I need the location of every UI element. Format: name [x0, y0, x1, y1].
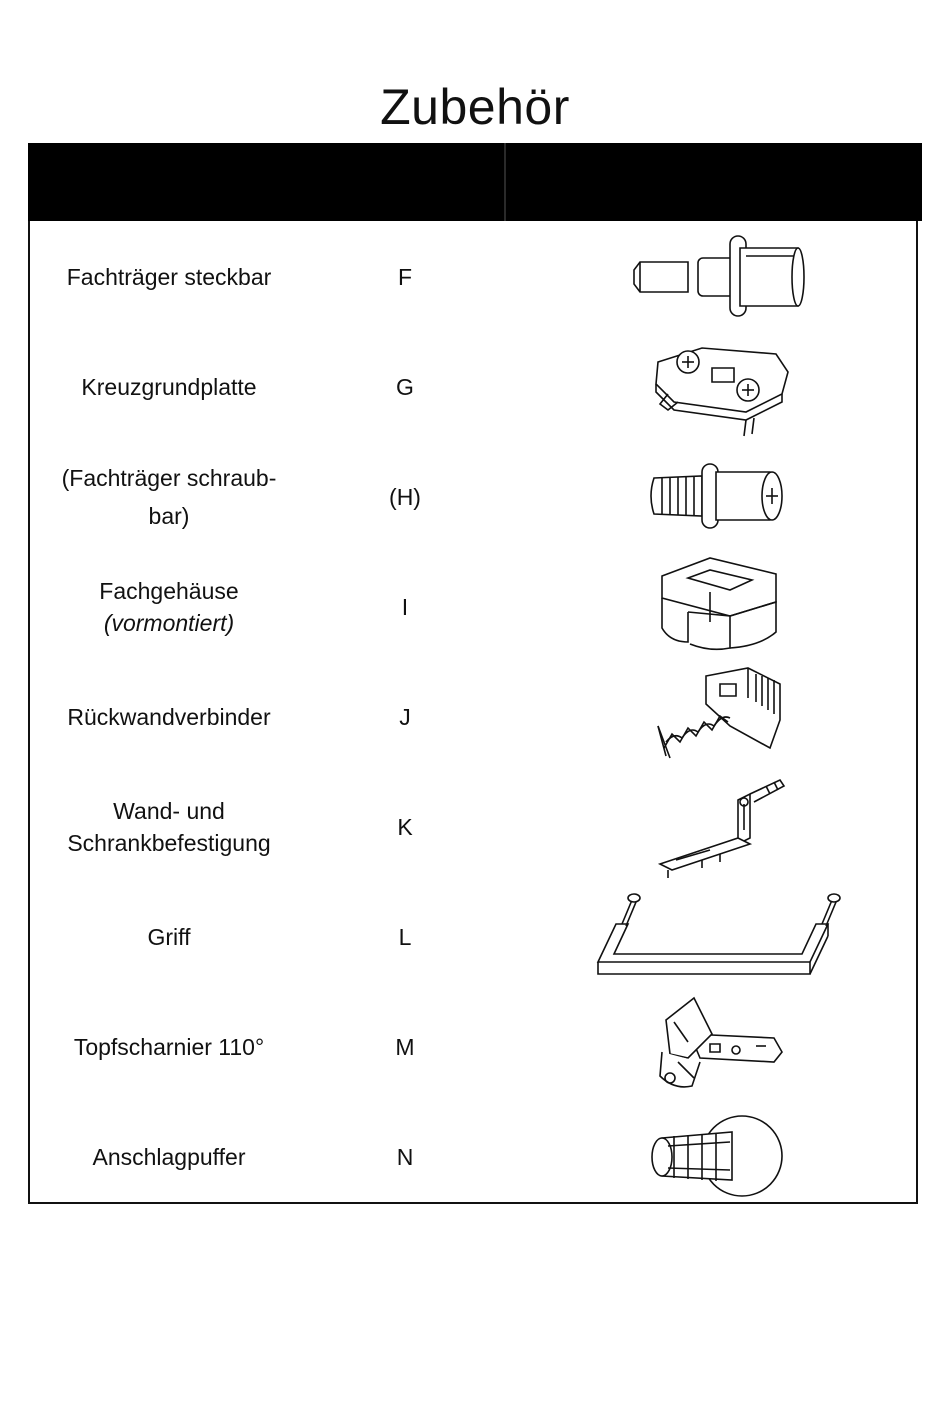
part-name: (Fachträger schraub- bar) — [61, 465, 277, 529]
table-row — [30, 662, 916, 772]
part-code: F — [397, 263, 413, 290]
screw-shelf-pin-icon — [570, 442, 870, 552]
part-code: K — [397, 813, 413, 840]
part-name: Wand- und Schrankbefestigung — [67, 798, 271, 856]
table-row — [30, 772, 916, 882]
bumper-icon — [570, 1102, 870, 1212]
table-row — [30, 882, 916, 992]
wall-bracket-icon — [570, 772, 870, 882]
handle-icon — [570, 882, 870, 992]
shelf-housing-icon — [570, 552, 870, 662]
header-divider — [504, 143, 506, 221]
part-name: Griff — [147, 924, 191, 950]
part-code: (H) — [389, 483, 421, 510]
page-title: Zubehör — [380, 79, 570, 135]
part-code: L — [398, 923, 412, 950]
part-code: G — [396, 373, 414, 400]
cross-mounting-plate-icon — [570, 332, 870, 442]
accessories-table — [28, 143, 918, 1204]
table-row — [30, 222, 916, 332]
part-name: Fachträger steckbar — [66, 264, 272, 290]
table-row — [30, 442, 916, 552]
part-code: M — [395, 1033, 415, 1060]
cup-hinge-icon — [570, 992, 870, 1102]
part-name: Rückwandverbinder — [67, 704, 271, 730]
table-header — [28, 143, 922, 221]
part-name: Topfscharnier 110° — [73, 1034, 265, 1060]
part-name: Anschlagpuffer — [92, 1144, 246, 1170]
table-row — [30, 992, 916, 1102]
table-row — [30, 332, 916, 442]
table-row — [30, 1102, 916, 1212]
part-name: Kreuzgrundplatte — [81, 374, 257, 400]
part-code: I — [401, 593, 409, 620]
shelf-pin-icon — [570, 222, 870, 332]
back-panel-connector-icon — [570, 662, 870, 772]
part-name: Fachgehäuse (vormontiert) — [99, 578, 239, 636]
part-code: J — [399, 703, 411, 730]
table-row — [30, 552, 916, 662]
part-code: N — [396, 1143, 414, 1170]
